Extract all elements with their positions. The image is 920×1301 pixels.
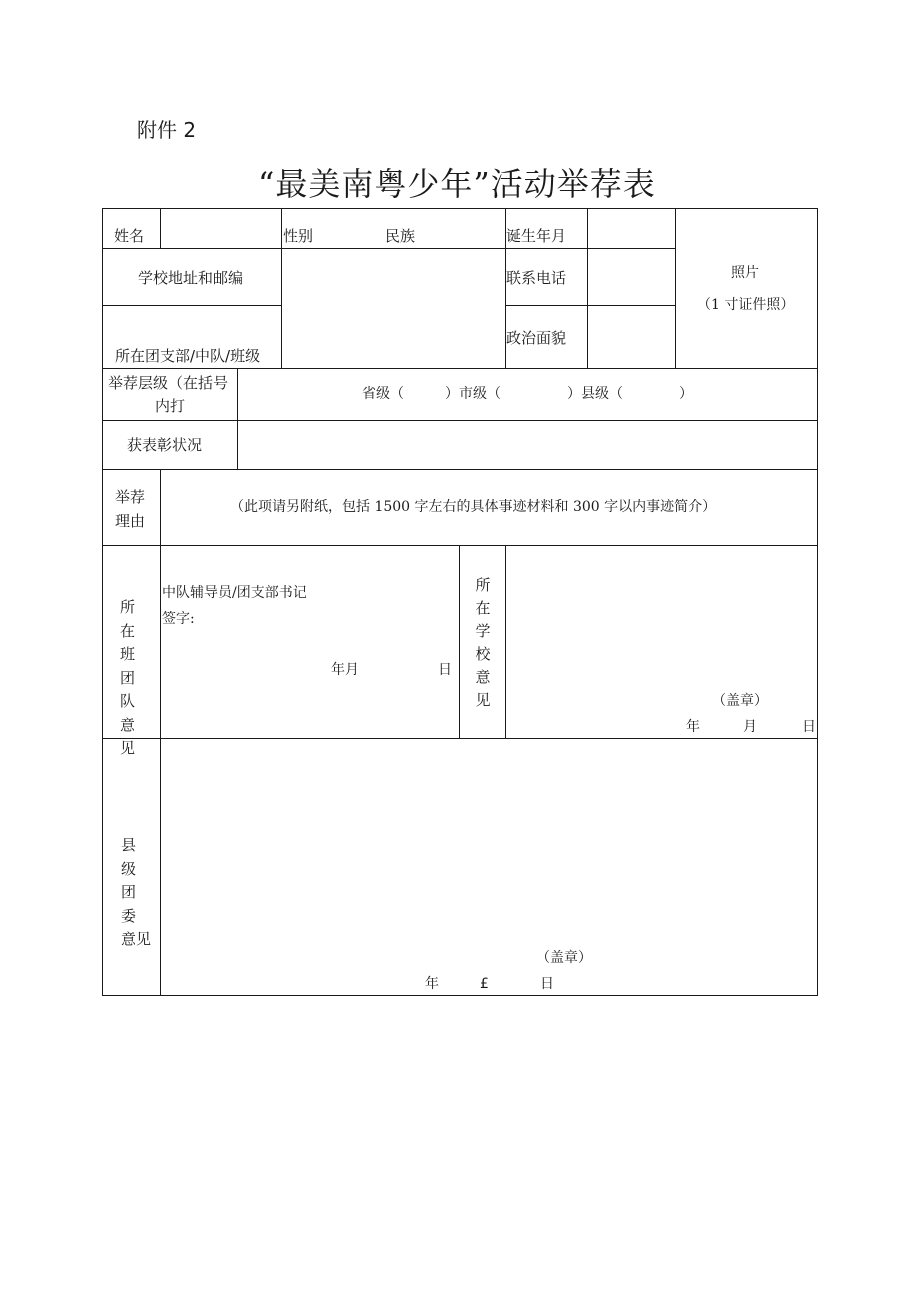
county-opinion-field[interactable] — [162, 740, 816, 940]
school-opinion-day: 日 — [802, 719, 816, 735]
school-address-field[interactable] — [283, 250, 503, 303]
school-opinion-month: 月 — [743, 719, 757, 735]
class-opinion-label-line: 见 — [120, 739, 143, 757]
page-title: “最美南粤少年”活动举荐表 — [258, 165, 656, 203]
class-opinion-label-line: 所 在 — [120, 598, 143, 640]
reason-field[interactable] — [162, 471, 816, 543]
school-opinion-seal: （盖章） — [712, 693, 768, 709]
photo-size-note: （1 寸证件照） — [697, 297, 795, 313]
level-label-line2: 内打 — [155, 397, 186, 415]
ethnicity-field[interactable] — [420, 210, 502, 246]
level-province-checkbox[interactable] — [406, 383, 444, 405]
reason-note: （此项请另附纸，包括 1500 字左右的具体事迹材料和 300 字以内事迹简介） — [230, 499, 717, 515]
branch-field[interactable] — [283, 307, 503, 366]
reason-label-line2: 理由 — [115, 512, 146, 530]
county-opinion-label-line: 团 委 — [121, 883, 143, 925]
school-opinion-label-char: 见 — [475, 691, 491, 709]
phone-field[interactable] — [589, 250, 673, 303]
level-province-label: 省级（ — [362, 386, 404, 402]
birth-date-field[interactable] — [589, 210, 673, 246]
class-opinion-label — [104, 596, 160, 761]
class-opinion-day: 日 — [438, 662, 452, 678]
name-field[interactable] — [162, 210, 279, 246]
county-opinion-year: 年 — [425, 976, 439, 992]
level-city-label: ）市级（ — [445, 386, 501, 402]
level-county-checkbox[interactable] — [627, 383, 677, 405]
photo-box[interactable] — [677, 210, 816, 366]
class-opinion-signer: 中队辅导员/团支部书记 — [162, 585, 307, 601]
county-opinion-label-line: 意见 — [121, 930, 152, 948]
gender-field[interactable] — [320, 210, 380, 246]
county-opinion-label — [104, 834, 160, 952]
school-opinion-label-char: 学 — [475, 622, 491, 640]
political-status-label: 政治面貌 — [506, 329, 567, 347]
school-opinion-field[interactable] — [507, 547, 816, 687]
branch-label: 所在团支部/中队/班级 — [115, 347, 261, 365]
awards-field[interactable] — [239, 422, 816, 468]
county-opinion-month: £ — [480, 976, 489, 992]
county-opinion-seal: （盖章） — [536, 950, 592, 966]
ethnicity-label: 民族 — [385, 227, 416, 245]
phone-label: 联系电话 — [506, 269, 567, 287]
class-opinion-year-month: 年月 — [331, 662, 359, 678]
reason-label-line1: 举荐 — [115, 488, 146, 506]
attachment-label: 附件 2 — [137, 118, 197, 142]
class-opinion-signature-field[interactable] — [200, 606, 455, 630]
gender-label: 性别 — [283, 227, 314, 245]
school-opinion-label-char: 所 — [475, 576, 491, 594]
class-opinion-label-line: 队 意 — [120, 692, 143, 734]
level-close-bracket: ） — [679, 386, 693, 402]
county-opinion-label-line: 县 级 — [121, 836, 143, 878]
school-opinion-label-char: 校 — [475, 645, 491, 663]
level-county-label: ）县级（ — [567, 386, 623, 402]
school-address-label: 学校地址和邮编 — [138, 269, 244, 287]
school-opinion-year: 年 — [686, 719, 700, 735]
school-opinion-label-char: 在 — [475, 599, 491, 617]
name-label: 姓名 — [114, 227, 145, 245]
awards-label: 获表彰状况 — [127, 436, 203, 454]
school-opinion-label — [470, 574, 496, 712]
political-status-field[interactable] — [589, 307, 673, 366]
county-opinion-day: 日 — [540, 976, 554, 992]
level-label-line1: 举荐层级（在括号 — [108, 374, 229, 392]
level-city-checkbox[interactable] — [505, 383, 565, 405]
birth-date-label: 诞生年月 — [506, 227, 567, 245]
school-opinion-label-char: 意 — [475, 668, 491, 686]
class-opinion-label-line: 班 团 — [120, 645, 143, 687]
class-opinion-sign-label: 签字: — [162, 611, 195, 627]
photo-label: 照片 — [731, 265, 759, 281]
